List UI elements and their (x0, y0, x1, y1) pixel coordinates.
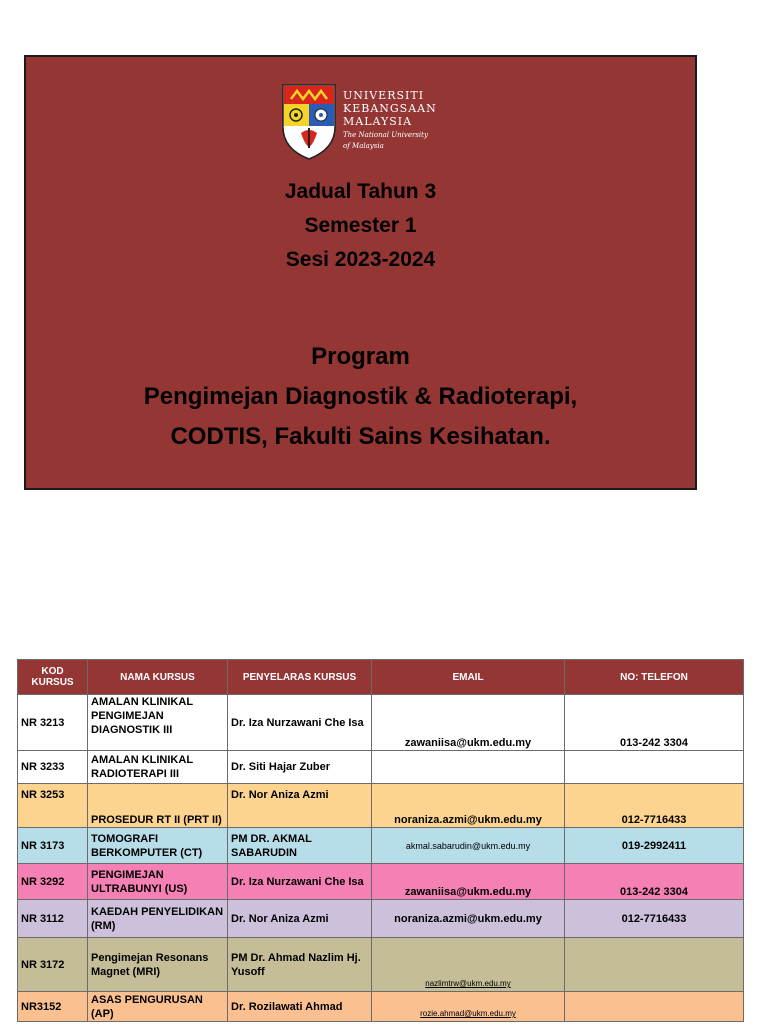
table-row (18, 992, 744, 1022)
table-row (18, 784, 744, 828)
cell-kod: NR 3112 (18, 900, 88, 938)
logo-line-1: UNIVERSITI (343, 89, 425, 102)
table-row (18, 751, 744, 784)
cell-nama: AMALAN KLINIKAL PENGIMEJAN DIAGNOSTIK III (88, 695, 228, 751)
title-line-year: Jadual Tahun 3 (284, 180, 437, 203)
table-row (18, 864, 744, 900)
cell-penyelaras: Dr. Iza Nurzawani Che Isa (228, 864, 372, 900)
cell-email[interactable] (372, 751, 565, 784)
header-nama: NAMA KURSUS (88, 660, 228, 695)
logo-line-3: MALAYSIA (343, 115, 413, 128)
cell-telefon: 013-242 3304 (565, 864, 744, 900)
cell-penyelaras: PM DR. AKMAL SABARUDIN (228, 828, 372, 864)
schedule-title (26, 175, 695, 277)
cell-email[interactable]: noraniza.azmi@ukm.edu.my (372, 900, 565, 938)
cell-telefon (565, 938, 744, 992)
table-header-row (18, 660, 744, 695)
header-penyelaras: PENYELARAS KURSUS (228, 660, 372, 695)
cell-telefon: 012-7716433 (565, 784, 744, 828)
cell-penyelaras: Dr. Nor Aniza Azmi (228, 900, 372, 938)
table-row (18, 900, 744, 938)
cell-nama: AMALAN KLINIKAL RADIOTERAPI III (88, 751, 228, 784)
cell-kod: NR 3213 (18, 695, 88, 751)
cell-penyelaras: Dr. Nor Aniza Azmi (228, 784, 372, 828)
cell-nama: ASAS PENGURUSAN (AP) (88, 992, 228, 1022)
logo-line-2: KEBANGSAAN (343, 102, 437, 115)
title-line-session: Sesi 2023-2024 (285, 248, 436, 271)
cell-nama: KAEDAH PENYELIDIKAN (RM) (88, 900, 228, 938)
cell-telefon (565, 992, 744, 1022)
header-telefon: NO: TELEFON (565, 660, 744, 695)
header-kod: KOD KURSUS (18, 660, 88, 695)
cell-nama: PROSEDUR RT II (PRT II) (88, 784, 228, 828)
table-row (18, 828, 744, 864)
program-name: Pengimejan Diagnostik & Radioterapi, (143, 383, 578, 410)
cell-kod: NR3152 (18, 992, 88, 1022)
title-line-semester: Semester 1 (304, 214, 417, 237)
cell-email[interactable]: akmal.sabarudin@ukm.edu.my (372, 828, 565, 864)
cell-email[interactable]: zawaniisa@ukm.edu.my (372, 864, 565, 900)
cell-nama: TOMOGRAFI BERKOMPUTER (CT) (88, 828, 228, 864)
cell-email[interactable]: noraniza.azmi@ukm.edu.my (372, 784, 565, 828)
cell-penyelaras: PM Dr. Ahmad Nazlim Hj. Yusoff (228, 938, 372, 992)
cell-kod: NR 3233 (18, 751, 88, 784)
cell-email[interactable]: nazlimtrw@ukm.edu.my (372, 938, 565, 992)
cell-kod: NR 3173 (18, 828, 88, 864)
program-faculty: CODTIS, Fakulti Sains Kesihatan. (170, 423, 551, 450)
cell-email[interactable]: zawaniisa@ukm.edu.my (372, 695, 565, 751)
program-label: Program (311, 343, 410, 370)
title-banner (24, 55, 697, 490)
cell-penyelaras: Dr. Iza Nurzawani Che Isa (228, 695, 372, 751)
cell-email[interactable]: rozie.ahmad@ukm.edu.my (372, 992, 565, 1022)
course-table (17, 659, 744, 1022)
cell-kod: NR 3292 (18, 864, 88, 900)
table-row (18, 695, 744, 751)
ukm-logo (281, 83, 451, 163)
program-title (26, 337, 695, 457)
cell-kod: NR 3253 (18, 784, 88, 828)
cell-nama: Pengimejan Resonans Magnet (MRI) (88, 938, 228, 992)
table-row (18, 938, 744, 992)
header-email: EMAIL (372, 660, 565, 695)
logo-tagline-1: The National University (343, 131, 428, 139)
cell-telefon: 013-242 3304 (565, 695, 744, 751)
ukm-crest-icon (281, 83, 337, 161)
cell-penyelaras: Dr. Siti Hajar Zuber (228, 751, 372, 784)
cell-telefon (565, 751, 744, 784)
cell-kod: NR 3172 (18, 938, 88, 992)
cell-penyelaras: Dr. Rozilawati Ahmad (228, 992, 372, 1022)
cell-telefon: 012-7716433 (565, 900, 744, 938)
university-name (343, 89, 437, 150)
cell-telefon: 019-2992411 (565, 828, 744, 864)
cell-nama: PENGIMEJAN ULTRABUNYI (US) (88, 864, 228, 900)
logo-tagline-2: of Malaysia (343, 142, 384, 150)
